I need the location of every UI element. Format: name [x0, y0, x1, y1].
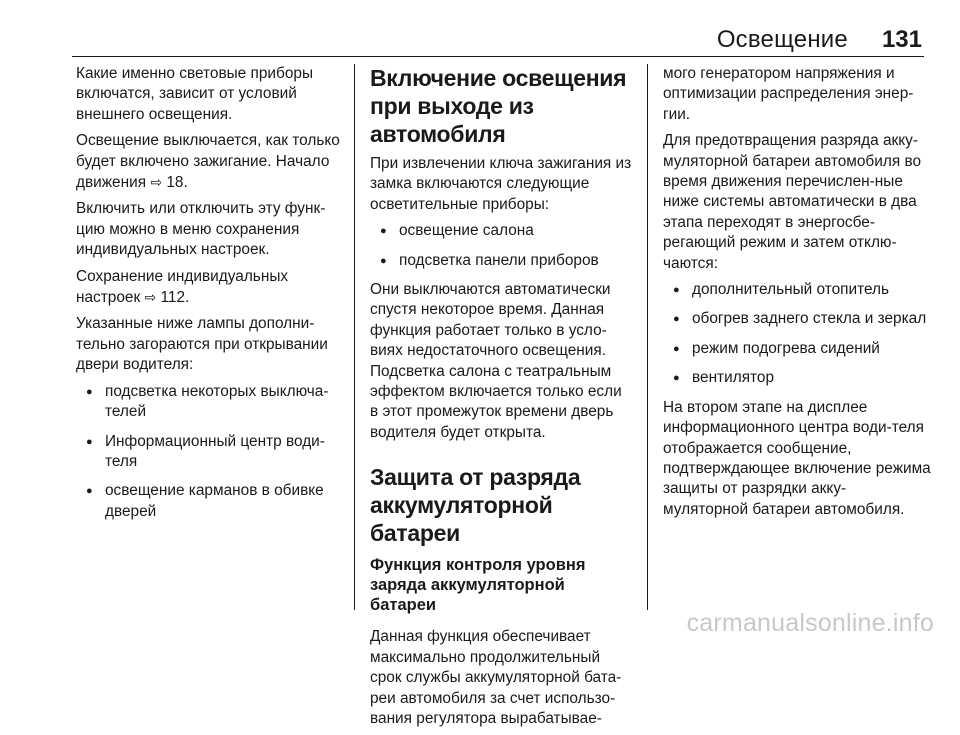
paragraph: Включить или отключить эту функ-цию можно в меню сохранения индивидуальных настроек. — [76, 200, 326, 259]
paragraph: На втором этапе на дисплее информационного центра води-теля отображается сообщение, подтверждающее включение режима защиты от разрядки акку-муляторной батареи автомобиля. — [663, 398, 931, 518]
page-ref-arrow-icon: ⇨ — [150, 174, 163, 191]
page-header — [717, 26, 922, 58]
paragraph: Какие именно световые приборы включатся, зависит от условий внешнего освещения. — [76, 65, 314, 123]
sub-heading: Функция контроля уровня заряда аккумуляторной батареи — [370, 556, 586, 615]
page-ref[interactable]: 112. — [160, 289, 190, 307]
section-title: Освещение — [716, 26, 848, 53]
bullet-list — [370, 221, 632, 271]
list-item: ● освещение карманов в обивке дверей — [76, 481, 344, 522]
column-middle — [370, 64, 632, 735]
column-right — [663, 64, 931, 526]
paragraph: Указанные ниже лампы дополни-тельно загораются при открывании двери водителя: — [76, 315, 328, 374]
bullet-list — [663, 280, 931, 389]
paragraph: мого генератором напряжения и оптимизации распределения энер-гии. — [663, 65, 914, 123]
list-item: ● обогрев заднего стекла и зеркал — [663, 309, 931, 329]
page-ref[interactable]: 18. — [166, 174, 188, 192]
paragraph: Данная функция обеспечивает максимально продолжительный срок службы аккумуляторной бата-реи автомобиля за счет использо-вания регулятора вырабатывае- — [370, 628, 622, 727]
header-divider — [72, 56, 924, 57]
column-divider-left — [354, 64, 355, 610]
list-item: ● Информационный центр води-теля — [76, 432, 344, 473]
list-item: ● вентилятор — [663, 368, 931, 388]
paragraph: Освещение выключается, как только будет включено зажигание. Начало движения ⇨ 18. — [76, 132, 340, 192]
page-ref-arrow-icon: ⇨ — [144, 289, 157, 306]
paragraph: Сохранение индивидуальных настроек ⇨ 112. — [76, 267, 289, 307]
list-item: ● дополнительный отопитель — [663, 280, 931, 300]
page-number: 131 — [881, 26, 922, 53]
paragraph: При извлечении ключа зажигания из замка включаются следующие осветительные приборы: — [370, 155, 632, 213]
watermark: carmanualsonline.info — [686, 609, 934, 637]
paragraph: Для предотвращения разряда акку-муляторной батареи автомобиля во время движения перечислен-ные ниже системы автоматически в два этапа переходят в энергосбе-регающий режим и затем отклю-чаются: — [663, 132, 922, 272]
column-left — [76, 64, 344, 531]
list-item: ● режим подогрева сидений — [663, 339, 931, 359]
section-heading: Включение освещения при выходе из автомобиля — [370, 65, 627, 147]
bullet-list — [76, 382, 344, 522]
list-item: ● освещение салона — [370, 221, 632, 241]
section-heading: Защита от разряда аккумуляторной батареи — [370, 464, 581, 547]
column-divider-right — [647, 64, 648, 610]
list-item: ● подсветка некоторых выключа-телей — [76, 382, 344, 423]
list-item: ● подсветка панели приборов — [370, 251, 632, 271]
paragraph: Они выключаются автоматически спустя некоторое время. Данная функция работает только в усло-виях недостаточного освещения. Подсветка салона с театральным эффектом включается только если в этот промежуток времени дверь водителя будет открыта. — [370, 281, 622, 441]
